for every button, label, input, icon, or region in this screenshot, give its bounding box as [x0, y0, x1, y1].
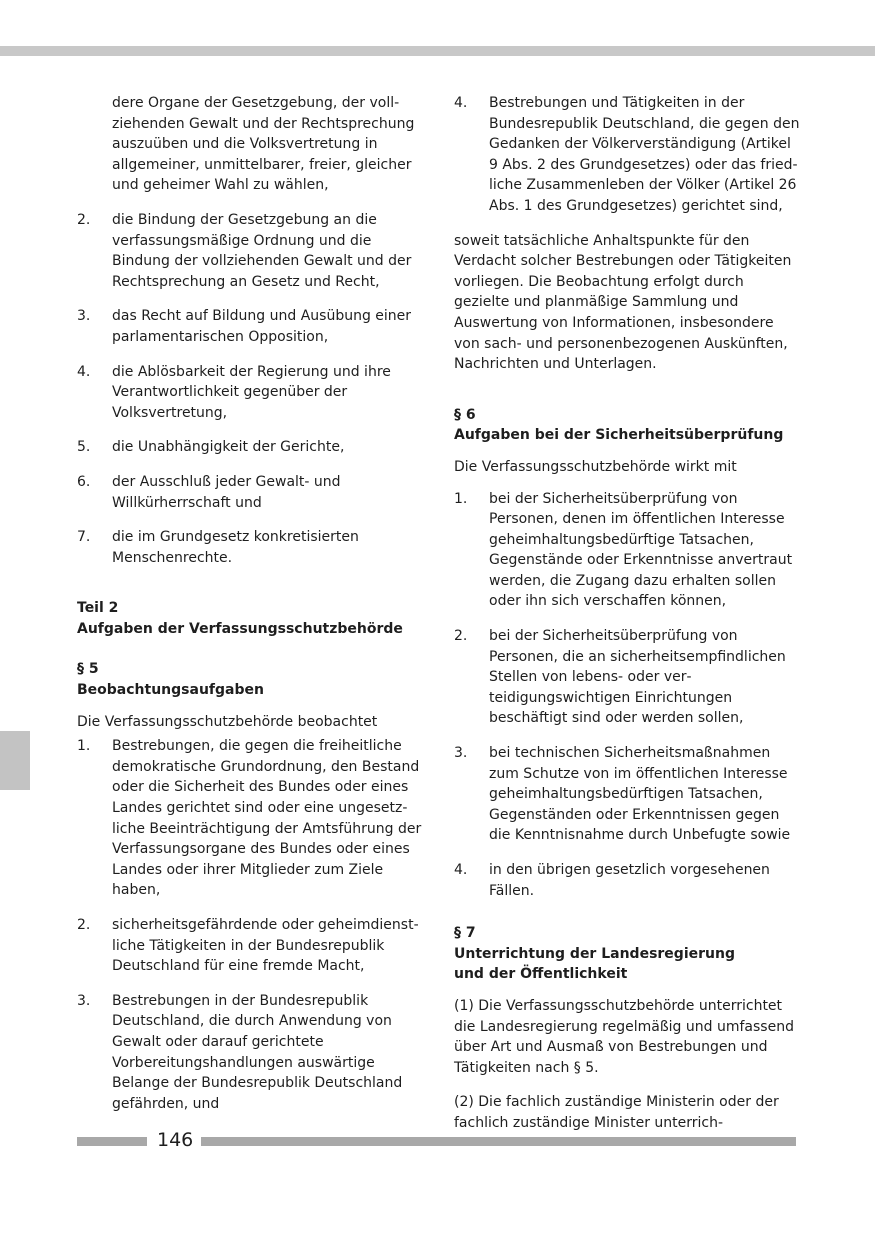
continuation-paragraph: dere Organe der Gesetzgebung, der vollziehenden Gewalt und der Rechtsprechung auszuüben und die Volksvertretung in allgemeiner, unmittelbarer, freier, gleicher und geheimer Wahl zu wählen, [112, 95, 415, 194]
list-text: die im Grundgesetz konkretisierten Menschenrechte. [112, 529, 359, 566]
list-item [454, 626, 802, 729]
page-number: 146 [157, 1129, 194, 1151]
list-number: 5. [77, 439, 91, 456]
section-title-line-1: Unterrichtung der Landesregierung [454, 945, 735, 962]
list-item [77, 991, 427, 1115]
section-5-closing: soweit tatsächliche Anhaltspunkte für den Verdacht solcher Bestrebungen oder Tätigkeiten vorliegen. Die Beobachtung erfolgt durch gezielte und planmäßige Sammlung und Auswertung von Informationen, insbesondere von sach- und personenbezogenen Auskünften, Nachrichten und Unterlagen. [454, 232, 792, 373]
list-number: 6. [77, 473, 91, 490]
list-text: Bestrebungen und Tätigkeiten in der Bundesrepublik Deutschland, die gegen den Gedanken der Völkerverständigung (Artikel 9 Abs. 2 des Grundgesetzes) oder das friedliche Zusammenleben der Völker (Artikel 26 Abs. 1 des Grundgesetzes) gerichtet sind, [489, 95, 800, 214]
section-intro: Die Verfassungsschutzbehörde wirkt mit [454, 458, 737, 475]
observation-list [77, 736, 427, 1114]
list-number: 1. [77, 738, 91, 755]
list-text: bei der Sicherheitsüberprüfung von Personen, denen im öffentlichen Interesse geheimhaltungsbedürftige Tatsachen, Gegenstände oder Erkenntnisse anvertraut werden, die Zugang dazu erhalten sollen oder ihn sich verschaffen können, [489, 490, 793, 610]
list-item [454, 743, 802, 846]
part-heading: Teil 2 [77, 600, 119, 617]
section-intro: Die Verfassungsschutzbehörde beobachtet [77, 713, 378, 730]
list-item [77, 915, 427, 977]
section-6-heading-block [454, 405, 802, 446]
part-title: Aufgaben der Verfassungsschutzbehörde [77, 620, 403, 637]
list-text: bei technischen Sicherheitsmaßnahmen zum Schutze von im öffentlichen Interesse geheimhaltungsbedürftigen Tatsachen, Gegenständen oder Erkenntnissen gegen die Kenntnisnahme durch Unbefugte sowie [489, 745, 791, 844]
list-text: die Unabhängigkeit der Gerichte, [112, 439, 345, 456]
list-item [77, 306, 427, 347]
list-number: 4. [454, 95, 468, 111]
list-item [77, 736, 427, 901]
security-check-list [454, 489, 802, 902]
list-text: die Ablösbarkeit der Regierung und ihre Verantwortlichkeit gegenüber der Volksvertretung, [112, 363, 391, 421]
list-number: 2. [454, 628, 468, 645]
section-number: § 5 [77, 661, 99, 678]
list-item [77, 527, 427, 568]
section-5-heading-block [77, 659, 427, 700]
list-item [454, 489, 802, 613]
list-number: 4. [454, 862, 468, 878]
list-item [77, 437, 427, 458]
section-7-heading-block [454, 923, 802, 985]
list-number: 3. [454, 745, 468, 762]
list-item [77, 362, 427, 424]
side-chapter-tab [0, 731, 30, 790]
section-title-line-2: und der Öffentlichkeit [454, 966, 628, 983]
section-number: § 6 [454, 406, 476, 423]
footer-rule-left [77, 1137, 147, 1146]
list-number: 3. [77, 992, 91, 1009]
list-text: in den übrigen gesetzlich vorgesehenen Fällen. [489, 862, 770, 899]
observation-list-continued [454, 93, 802, 217]
top-decor-band [0, 46, 875, 56]
list-item [77, 472, 427, 513]
right-column [454, 93, 802, 1148]
list-item [77, 210, 427, 292]
section-title: Beobachtungsaufgaben [77, 682, 264, 699]
list-text: Bestrebungen, die gegen die freiheitliche demokratische Grundordnung, den Bestand oder die Sicherheit des Bundes oder eines Landes gerichtet sind oder eine ungesetzliche Beeinträchtigung der Amtsführung der Verfassungsorgane des Bundes oder eines Landes oder ihrer Mitglieder zum Ziele haben, [112, 738, 422, 899]
principles-list [77, 210, 427, 568]
list-number: 7. [77, 529, 91, 546]
left-column [77, 93, 427, 1128]
list-text: sicherheitsgefährdende oder geheimdienstliche Tätigkeiten in der Bundesrepublik Deutschland für eine fremde Macht, [112, 917, 419, 975]
list-number: 4. [77, 363, 91, 380]
list-item [454, 860, 802, 901]
list-number: 3. [77, 308, 91, 325]
section-7-paragraph-2: (2) Die fachlich zuständige Ministerin oder der fachlich zuständige Minister unterrich- [454, 1094, 779, 1131]
list-text: bei der Sicherheitsüberprüfung von Personen, die an sicherheitsempfindlichen Stellen von lebens- oder verteidigungswichtigen Einrichtungen beschäftigt sind oder werden sollen, [489, 628, 786, 727]
section-7-paragraph-1: (1) Die Verfassungsschutzbehörde unterrichtet die Landesregierung regelmäßig und umfassend über Art und Ausmaß von Bestrebungen und Tätigkeiten nach § 5. [454, 997, 794, 1076]
footer-rule-right [201, 1137, 796, 1146]
list-text: der Ausschluß jeder Gewalt- und Willkürherrschaft und [112, 473, 341, 511]
list-number: 1. [454, 490, 468, 507]
list-number: 2. [77, 917, 91, 933]
list-text: die Bindung der Gesetzgebung an die verfassungsmäßige Ordnung und die Bindung der vollziehenden Gewalt und der Rechtsprechung an Gesetz und Recht, [112, 211, 412, 290]
list-item [454, 93, 802, 217]
section-number: § 7 [454, 925, 476, 942]
list-number: 2. [77, 211, 91, 228]
part-heading-block [77, 598, 427, 639]
section-title: Aufgaben bei der Sicherheitsüberprüfung [454, 427, 784, 444]
list-text: das Recht auf Bildung und Ausübung einer parlamentarischen Opposition, [112, 308, 412, 345]
list-text: Bestrebungen in der Bundesrepublik Deutschland, die durch Anwendung von Gewalt oder darauf gerichtete Vorbereitungshandlungen auswärtige Belange der Bundesrepublik Deutschland gefährden, und [112, 992, 403, 1112]
